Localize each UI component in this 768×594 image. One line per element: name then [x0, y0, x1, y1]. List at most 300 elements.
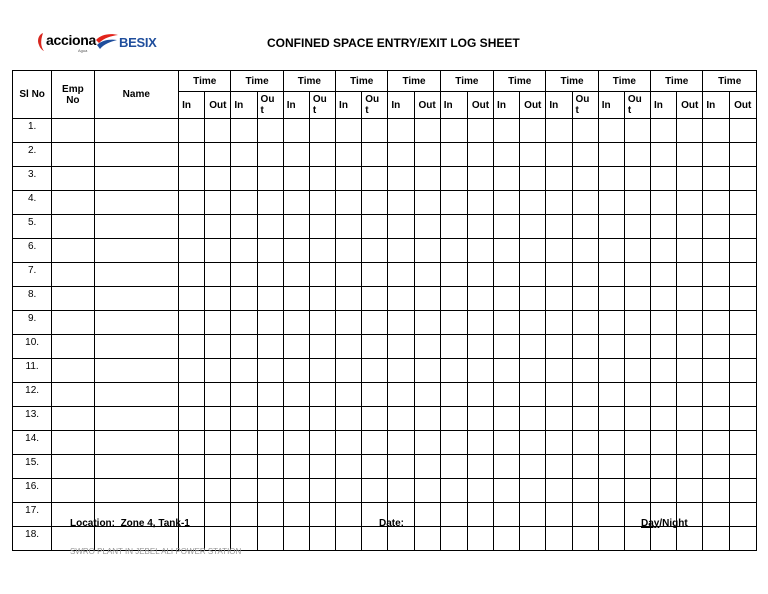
time-cell[interactable] [309, 215, 335, 239]
emp-no-cell[interactable] [52, 287, 94, 311]
time-cell[interactable] [703, 311, 729, 335]
emp-no-cell[interactable] [52, 335, 94, 359]
time-cell[interactable] [336, 527, 362, 551]
time-cell[interactable] [414, 383, 440, 407]
time-cell[interactable] [677, 383, 703, 407]
time-cell[interactable] [440, 335, 467, 359]
time-cell[interactable] [336, 119, 362, 143]
name-cell[interactable] [94, 383, 179, 407]
time-cell[interactable] [257, 479, 283, 503]
time-cell[interactable] [729, 383, 756, 407]
time-cell[interactable] [362, 407, 388, 431]
time-cell[interactable] [440, 359, 467, 383]
name-cell[interactable] [94, 311, 179, 335]
time-cell[interactable] [231, 407, 257, 431]
time-cell[interactable] [309, 287, 335, 311]
time-cell[interactable] [703, 359, 729, 383]
time-cell[interactable] [598, 527, 624, 551]
time-cell[interactable] [729, 143, 756, 167]
time-cell[interactable] [494, 239, 520, 263]
time-cell[interactable] [494, 431, 520, 455]
time-cell[interactable] [467, 311, 493, 335]
time-cell[interactable] [205, 191, 231, 215]
time-cell[interactable] [624, 167, 650, 191]
time-cell[interactable] [231, 431, 257, 455]
time-cell[interactable] [257, 263, 283, 287]
time-cell[interactable] [309, 167, 335, 191]
time-cell[interactable] [651, 311, 677, 335]
time-cell[interactable] [309, 383, 335, 407]
emp-no-cell[interactable] [52, 455, 94, 479]
time-cell[interactable] [414, 311, 440, 335]
time-cell[interactable] [520, 311, 546, 335]
time-cell[interactable] [624, 311, 650, 335]
time-cell[interactable] [598, 191, 624, 215]
time-cell[interactable] [494, 263, 520, 287]
time-cell[interactable] [231, 311, 257, 335]
time-cell[interactable] [729, 215, 756, 239]
time-cell[interactable] [598, 359, 624, 383]
name-cell[interactable] [94, 167, 179, 191]
time-cell[interactable] [467, 407, 493, 431]
emp-no-cell[interactable] [52, 407, 94, 431]
time-cell[interactable] [546, 383, 572, 407]
time-cell[interactable] [546, 287, 572, 311]
time-cell[interactable] [388, 407, 414, 431]
time-cell[interactable] [703, 167, 729, 191]
time-cell[interactable] [651, 143, 677, 167]
name-cell[interactable] [94, 191, 179, 215]
time-cell[interactable] [257, 503, 283, 527]
emp-no-cell[interactable] [52, 239, 94, 263]
emp-no-cell[interactable] [52, 167, 94, 191]
time-cell[interactable] [546, 407, 572, 431]
time-cell[interactable] [494, 215, 520, 239]
time-cell[interactable] [703, 479, 729, 503]
time-cell[interactable] [414, 455, 440, 479]
time-cell[interactable] [440, 479, 467, 503]
time-cell[interactable] [651, 263, 677, 287]
time-cell[interactable] [729, 479, 756, 503]
time-cell[interactable] [729, 287, 756, 311]
time-cell[interactable] [362, 335, 388, 359]
time-cell[interactable] [257, 215, 283, 239]
time-cell[interactable] [231, 503, 257, 527]
time-cell[interactable] [283, 191, 309, 215]
time-cell[interactable] [231, 287, 257, 311]
time-cell[interactable] [414, 239, 440, 263]
time-cell[interactable] [546, 215, 572, 239]
time-cell[interactable] [729, 359, 756, 383]
time-cell[interactable] [414, 335, 440, 359]
time-cell[interactable] [572, 407, 598, 431]
time-cell[interactable] [677, 479, 703, 503]
time-cell[interactable] [677, 239, 703, 263]
time-cell[interactable] [624, 407, 650, 431]
time-cell[interactable] [440, 503, 467, 527]
time-cell[interactable] [546, 311, 572, 335]
time-cell[interactable] [703, 119, 729, 143]
time-cell[interactable] [546, 143, 572, 167]
time-cell[interactable] [388, 143, 414, 167]
time-cell[interactable] [362, 287, 388, 311]
time-cell[interactable] [283, 479, 309, 503]
time-cell[interactable] [598, 479, 624, 503]
time-cell[interactable] [729, 431, 756, 455]
time-cell[interactable] [414, 503, 440, 527]
time-cell[interactable] [309, 311, 335, 335]
time-cell[interactable] [257, 431, 283, 455]
time-cell[interactable] [362, 311, 388, 335]
time-cell[interactable] [414, 431, 440, 455]
time-cell[interactable] [257, 527, 283, 551]
time-cell[interactable] [362, 263, 388, 287]
time-cell[interactable] [179, 431, 205, 455]
time-cell[interactable] [520, 455, 546, 479]
time-cell[interactable] [336, 407, 362, 431]
name-cell[interactable] [94, 239, 179, 263]
time-cell[interactable] [520, 167, 546, 191]
time-cell[interactable] [440, 215, 467, 239]
time-cell[interactable] [283, 407, 309, 431]
time-cell[interactable] [257, 119, 283, 143]
time-cell[interactable] [729, 527, 756, 551]
time-cell[interactable] [703, 287, 729, 311]
time-cell[interactable] [572, 239, 598, 263]
time-cell[interactable] [414, 527, 440, 551]
time-cell[interactable] [388, 119, 414, 143]
time-cell[interactable] [336, 287, 362, 311]
time-cell[interactable] [703, 431, 729, 455]
time-cell[interactable] [546, 167, 572, 191]
time-cell[interactable] [703, 335, 729, 359]
time-cell[interactable] [624, 455, 650, 479]
time-cell[interactable] [336, 143, 362, 167]
time-cell[interactable] [362, 143, 388, 167]
time-cell[interactable] [494, 359, 520, 383]
time-cell[interactable] [388, 455, 414, 479]
time-cell[interactable] [494, 143, 520, 167]
time-cell[interactable] [677, 431, 703, 455]
time-cell[interactable] [598, 455, 624, 479]
name-cell[interactable] [94, 335, 179, 359]
time-cell[interactable] [309, 407, 335, 431]
time-cell[interactable] [414, 143, 440, 167]
time-cell[interactable] [703, 191, 729, 215]
time-cell[interactable] [572, 191, 598, 215]
time-cell[interactable] [520, 431, 546, 455]
time-cell[interactable] [179, 263, 205, 287]
time-cell[interactable] [257, 143, 283, 167]
time-cell[interactable] [283, 527, 309, 551]
time-cell[interactable] [467, 263, 493, 287]
time-cell[interactable] [362, 215, 388, 239]
time-cell[interactable] [440, 143, 467, 167]
time-cell[interactable] [546, 479, 572, 503]
time-cell[interactable] [362, 167, 388, 191]
time-cell[interactable] [729, 239, 756, 263]
time-cell[interactable] [729, 407, 756, 431]
time-cell[interactable] [231, 263, 257, 287]
time-cell[interactable] [546, 503, 572, 527]
time-cell[interactable] [362, 119, 388, 143]
time-cell[interactable] [572, 431, 598, 455]
time-cell[interactable] [520, 143, 546, 167]
emp-no-cell[interactable] [52, 383, 94, 407]
time-cell[interactable] [283, 311, 309, 335]
time-cell[interactable] [677, 167, 703, 191]
time-cell[interactable] [414, 167, 440, 191]
time-cell[interactable] [231, 335, 257, 359]
time-cell[interactable] [179, 119, 205, 143]
time-cell[interactable] [336, 215, 362, 239]
time-cell[interactable] [179, 143, 205, 167]
time-cell[interactable] [546, 263, 572, 287]
time-cell[interactable] [546, 431, 572, 455]
time-cell[interactable] [283, 383, 309, 407]
time-cell[interactable] [205, 407, 231, 431]
time-cell[interactable] [205, 359, 231, 383]
time-cell[interactable] [677, 119, 703, 143]
time-cell[interactable] [494, 383, 520, 407]
time-cell[interactable] [729, 455, 756, 479]
time-cell[interactable] [467, 143, 493, 167]
time-cell[interactable] [703, 239, 729, 263]
time-cell[interactable] [651, 407, 677, 431]
time-cell[interactable] [179, 239, 205, 263]
time-cell[interactable] [336, 359, 362, 383]
time-cell[interactable] [572, 287, 598, 311]
time-cell[interactable] [651, 527, 677, 551]
time-cell[interactable] [467, 431, 493, 455]
time-cell[interactable] [651, 119, 677, 143]
time-cell[interactable] [440, 431, 467, 455]
time-cell[interactable] [572, 359, 598, 383]
time-cell[interactable] [362, 431, 388, 455]
time-cell[interactable] [283, 287, 309, 311]
time-cell[interactable] [572, 527, 598, 551]
time-cell[interactable] [440, 407, 467, 431]
time-cell[interactable] [729, 503, 756, 527]
time-cell[interactable] [362, 359, 388, 383]
time-cell[interactable] [467, 479, 493, 503]
time-cell[interactable] [520, 527, 546, 551]
time-cell[interactable] [257, 311, 283, 335]
time-cell[interactable] [651, 383, 677, 407]
time-cell[interactable] [624, 359, 650, 383]
time-cell[interactable] [205, 215, 231, 239]
time-cell[interactable] [336, 431, 362, 455]
time-cell[interactable] [494, 407, 520, 431]
time-cell[interactable] [231, 143, 257, 167]
time-cell[interactable] [309, 143, 335, 167]
time-cell[interactable] [414, 215, 440, 239]
time-cell[interactable] [572, 311, 598, 335]
name-cell[interactable] [94, 143, 179, 167]
time-cell[interactable] [283, 359, 309, 383]
time-cell[interactable] [205, 383, 231, 407]
time-cell[interactable] [336, 383, 362, 407]
time-cell[interactable] [572, 119, 598, 143]
time-cell[interactable] [362, 527, 388, 551]
time-cell[interactable] [624, 335, 650, 359]
time-cell[interactable] [205, 119, 231, 143]
time-cell[interactable] [624, 263, 650, 287]
time-cell[interactable] [336, 479, 362, 503]
time-cell[interactable] [677, 287, 703, 311]
time-cell[interactable] [703, 503, 729, 527]
time-cell[interactable] [440, 311, 467, 335]
time-cell[interactable] [494, 287, 520, 311]
time-cell[interactable] [309, 191, 335, 215]
time-cell[interactable] [598, 239, 624, 263]
time-cell[interactable] [309, 239, 335, 263]
time-cell[interactable] [651, 287, 677, 311]
time-cell[interactable] [598, 263, 624, 287]
time-cell[interactable] [624, 479, 650, 503]
time-cell[interactable] [624, 239, 650, 263]
time-cell[interactable] [546, 191, 572, 215]
time-cell[interactable] [414, 287, 440, 311]
time-cell[interactable] [205, 167, 231, 191]
time-cell[interactable] [205, 239, 231, 263]
time-cell[interactable] [309, 335, 335, 359]
name-cell[interactable] [94, 287, 179, 311]
time-cell[interactable] [231, 239, 257, 263]
time-cell[interactable] [467, 191, 493, 215]
time-cell[interactable] [309, 527, 335, 551]
time-cell[interactable] [703, 143, 729, 167]
time-cell[interactable] [309, 359, 335, 383]
time-cell[interactable] [205, 455, 231, 479]
time-cell[interactable] [336, 191, 362, 215]
time-cell[interactable] [624, 191, 650, 215]
time-cell[interactable] [414, 263, 440, 287]
emp-no-cell[interactable] [52, 263, 94, 287]
time-cell[interactable] [440, 383, 467, 407]
time-cell[interactable] [309, 455, 335, 479]
time-cell[interactable] [257, 335, 283, 359]
time-cell[interactable] [624, 383, 650, 407]
time-cell[interactable] [362, 239, 388, 263]
name-cell[interactable] [94, 479, 179, 503]
time-cell[interactable] [598, 167, 624, 191]
time-cell[interactable] [729, 119, 756, 143]
time-cell[interactable] [520, 287, 546, 311]
time-cell[interactable] [336, 455, 362, 479]
time-cell[interactable] [440, 455, 467, 479]
time-cell[interactable] [283, 143, 309, 167]
time-cell[interactable] [703, 407, 729, 431]
time-cell[interactable] [179, 455, 205, 479]
emp-no-cell[interactable] [52, 143, 94, 167]
time-cell[interactable] [179, 335, 205, 359]
time-cell[interactable] [677, 215, 703, 239]
time-cell[interactable] [520, 407, 546, 431]
emp-no-cell[interactable] [52, 311, 94, 335]
time-cell[interactable] [546, 455, 572, 479]
time-cell[interactable] [309, 119, 335, 143]
time-cell[interactable] [467, 455, 493, 479]
time-cell[interactable] [729, 167, 756, 191]
time-cell[interactable] [520, 359, 546, 383]
time-cell[interactable] [283, 239, 309, 263]
time-cell[interactable] [388, 215, 414, 239]
time-cell[interactable] [494, 191, 520, 215]
time-cell[interactable] [624, 119, 650, 143]
name-cell[interactable] [94, 431, 179, 455]
time-cell[interactable] [414, 407, 440, 431]
time-cell[interactable] [440, 287, 467, 311]
time-cell[interactable] [388, 479, 414, 503]
time-cell[interactable] [283, 431, 309, 455]
time-cell[interactable] [362, 383, 388, 407]
time-cell[interactable] [677, 311, 703, 335]
time-cell[interactable] [205, 431, 231, 455]
time-cell[interactable] [572, 479, 598, 503]
time-cell[interactable] [179, 167, 205, 191]
time-cell[interactable] [179, 359, 205, 383]
time-cell[interactable] [309, 263, 335, 287]
time-cell[interactable] [572, 503, 598, 527]
time-cell[interactable] [651, 431, 677, 455]
time-cell[interactable] [179, 383, 205, 407]
time-cell[interactable] [388, 359, 414, 383]
time-cell[interactable] [494, 527, 520, 551]
time-cell[interactable] [572, 383, 598, 407]
time-cell[interactable] [520, 215, 546, 239]
time-cell[interactable] [677, 407, 703, 431]
time-cell[interactable] [309, 479, 335, 503]
time-cell[interactable] [440, 239, 467, 263]
time-cell[interactable] [624, 215, 650, 239]
time-cell[interactable] [598, 335, 624, 359]
time-cell[interactable] [703, 383, 729, 407]
time-cell[interactable] [231, 383, 257, 407]
time-cell[interactable] [231, 119, 257, 143]
time-cell[interactable] [388, 383, 414, 407]
time-cell[interactable] [179, 479, 205, 503]
time-cell[interactable] [520, 503, 546, 527]
time-cell[interactable] [624, 143, 650, 167]
time-cell[interactable] [520, 191, 546, 215]
time-cell[interactable] [677, 335, 703, 359]
time-cell[interactable] [205, 335, 231, 359]
time-cell[interactable] [231, 215, 257, 239]
time-cell[interactable] [257, 455, 283, 479]
emp-no-cell[interactable] [52, 215, 94, 239]
emp-no-cell[interactable] [52, 119, 94, 143]
time-cell[interactable] [467, 383, 493, 407]
time-cell[interactable] [467, 503, 493, 527]
time-cell[interactable] [651, 455, 677, 479]
time-cell[interactable] [598, 287, 624, 311]
time-cell[interactable] [257, 167, 283, 191]
time-cell[interactable] [257, 407, 283, 431]
time-cell[interactable] [703, 215, 729, 239]
time-cell[interactable] [703, 455, 729, 479]
time-cell[interactable] [546, 335, 572, 359]
time-cell[interactable] [388, 239, 414, 263]
time-cell[interactable] [546, 239, 572, 263]
time-cell[interactable] [440, 119, 467, 143]
time-cell[interactable] [572, 335, 598, 359]
time-cell[interactable] [388, 263, 414, 287]
time-cell[interactable] [388, 335, 414, 359]
time-cell[interactable] [703, 527, 729, 551]
time-cell[interactable] [677, 527, 703, 551]
time-cell[interactable] [572, 143, 598, 167]
